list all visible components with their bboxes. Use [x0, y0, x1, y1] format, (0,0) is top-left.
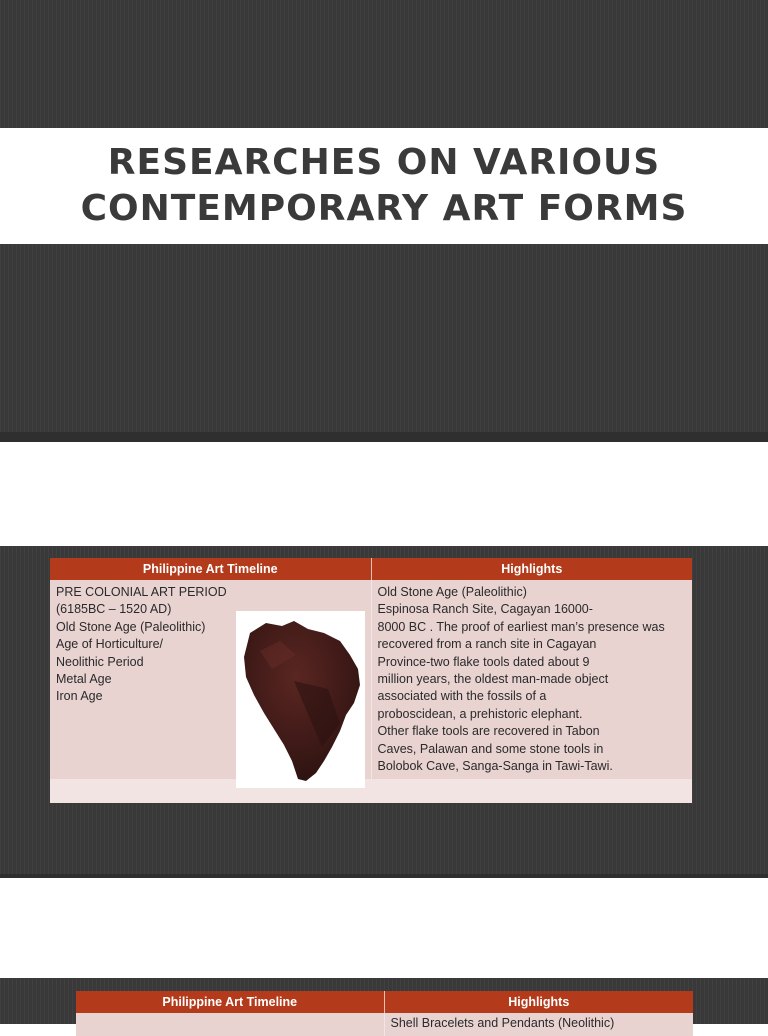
title-line-1: RESEARCHES ON VARIOUS [107, 142, 661, 183]
highlight-line: associated with the fossils of a [377, 689, 547, 704]
slide-divider [0, 432, 768, 442]
timeline-line: PRE COLONIAL ART PERIOD [56, 585, 227, 599]
highlight-line: million years, the oldest man-made object [377, 672, 609, 687]
timeline-line: Neolithic Period [56, 654, 144, 669]
slide1-bottom-band [0, 244, 768, 432]
highlight-line: proboscidean, a prehistoric elephant. [377, 706, 583, 721]
timeline-line: (6185BC – 1520 AD) [56, 602, 172, 617]
header-timeline: Philippine Art Timeline [50, 558, 371, 580]
header-highlights: Highlights [371, 558, 692, 580]
highlights-cell [384, 1013, 693, 1036]
highlight-line: Other flake tools are recovered in Tabon [377, 724, 600, 739]
highlight-line: Espinosa Ranch Site, Cagayan 16000- [377, 602, 593, 617]
slide1-title [81, 140, 688, 232]
highlight-line: recovered from a ranch site in Cagayan [377, 637, 597, 652]
title-line-2: CONTEMPORARY ART FORMS [80, 188, 688, 229]
slide1-top-band [0, 0, 768, 128]
stone-tool-image [236, 611, 365, 788]
timeline-line: Old Stone Age (Paleolithic) [56, 619, 206, 634]
empty-cell [371, 779, 692, 803]
timeline-line: Iron Age [56, 689, 103, 704]
slide3-background [0, 978, 768, 1030]
timeline-cell [76, 1013, 384, 1036]
slide2-background [0, 546, 768, 874]
header-highlights: Highlights [384, 991, 693, 1013]
highlight-line: Bolobok Cave, Sanga-Sanga in Tawi-Tawi. [377, 759, 613, 774]
highlight-line: Caves, Palawan and some stone tools in [377, 741, 604, 756]
header-timeline: Philippine Art Timeline [76, 991, 384, 1013]
flake-tool-icon [236, 611, 365, 788]
timeline-line: Age of Horticulture/ [56, 637, 163, 652]
timeline-table-2 [76, 991, 693, 1036]
highlight-line: Province-two flake tools dated about 9 [377, 654, 590, 669]
highlight-line: Shell Bracelets and Pendants (Neolithic) [390, 1016, 615, 1030]
highlights-cell [371, 580, 692, 779]
slide1-title-band [0, 128, 768, 244]
timeline-line: Metal Age [56, 672, 112, 687]
slide-divider [0, 874, 768, 878]
timeline-table [50, 558, 692, 803]
highlight-line: Old Stone Age (Paleolithic) [377, 585, 527, 599]
highlight-line: 8000 BC . The proof of earliest man’s presence was [377, 619, 665, 634]
timeline-cell [50, 580, 371, 779]
